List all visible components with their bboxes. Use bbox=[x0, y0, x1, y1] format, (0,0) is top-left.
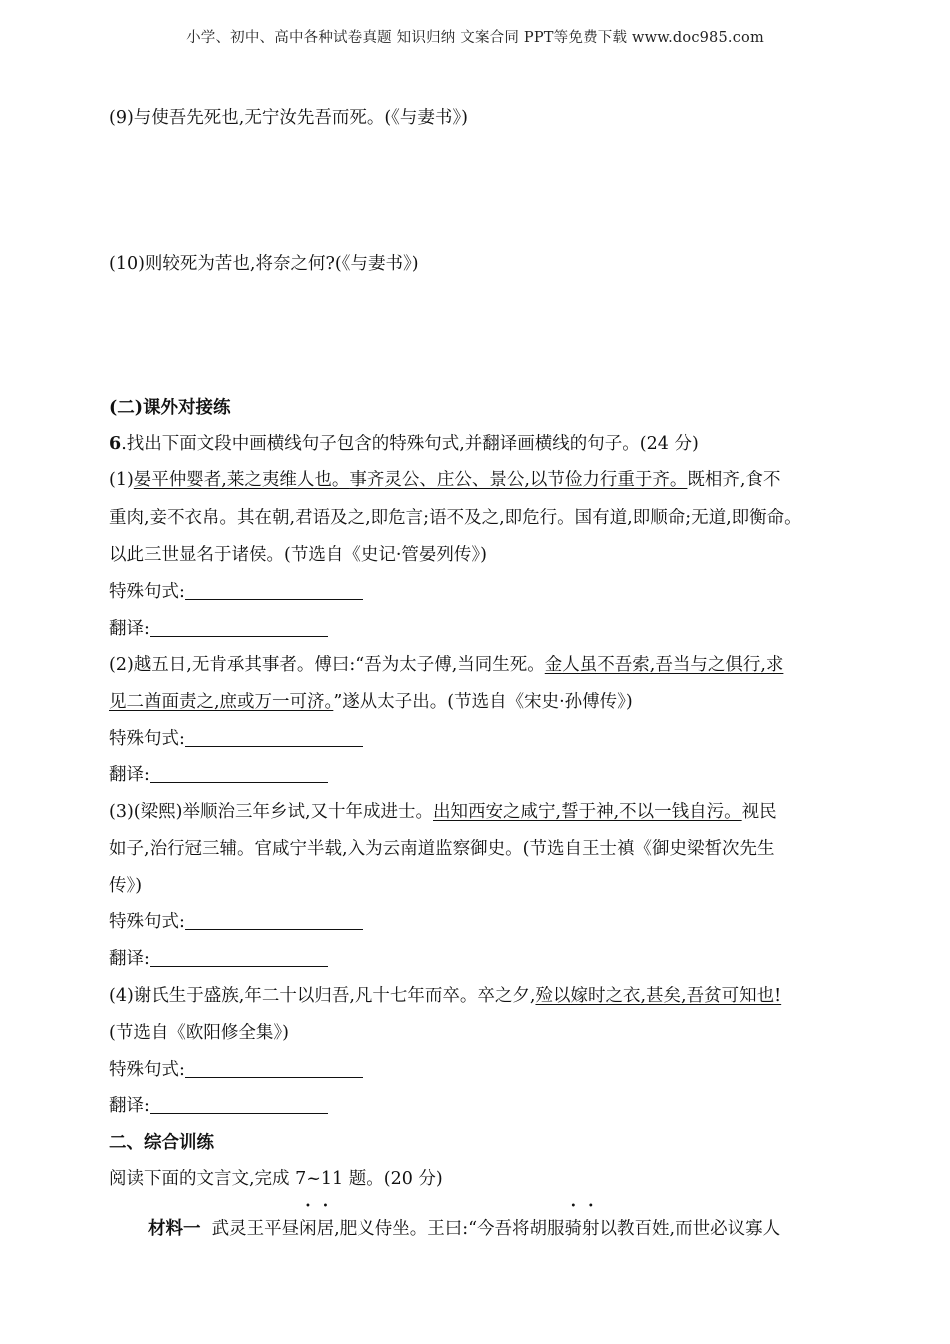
passage-2-line-2: 见二酋面责之,庶或万一可济。”遂从太子出。(节选自《宋史·孙傅传》) bbox=[109, 692, 633, 712]
answer-pattern-2: 特殊句式: bbox=[109, 727, 363, 751]
page-header: 小学、初中、高中各种试卷真题 知识归纳 文案合同 PPT等免费下载 www.doc985.com bbox=[186, 30, 764, 46]
underlined-sentence: 出知西安之咸宁,誓于神,不以一钱自污。 bbox=[433, 802, 742, 822]
answer-translate-3: 翻译: bbox=[109, 947, 328, 971]
answer-translate-1: 翻译: bbox=[109, 617, 328, 641]
emphasis-dot-char: 闲 bbox=[299, 1219, 317, 1239]
answer-pattern-4: 特殊句式: bbox=[109, 1058, 363, 1082]
section-two-heading: 二、综合训练 bbox=[109, 1133, 214, 1153]
answer-blank[interactable] bbox=[150, 948, 328, 967]
underlined-sentence: 金人虽不吾索,吾当与之俱行,求 bbox=[544, 655, 784, 675]
answer-translate-4: 翻译: bbox=[109, 1094, 328, 1118]
emphasis-dot-char: 居 bbox=[316, 1219, 335, 1239]
passage-2-line-1: (2)越五日,无肯承其事者。傅曰:“吾为太子傅,当同生死。金人虽不吾索,吾当与之俱行,求 bbox=[109, 655, 784, 675]
section-extra-heading: (二)课外对接练 bbox=[109, 398, 231, 418]
passage-4-line-2: (节选自《欧阳修全集》) bbox=[109, 1023, 289, 1043]
answer-blank[interactable] bbox=[185, 581, 363, 600]
passage-3-line-3: 传》) bbox=[109, 876, 143, 896]
question-6-stem: 6.找出下面文段中画横线句子包含的特殊句式,并翻译画横线的句子。(24 分) bbox=[109, 434, 699, 454]
answer-blank[interactable] bbox=[150, 1095, 328, 1114]
material-label: 材料一 bbox=[148, 1219, 201, 1239]
emphasis-dot-char: 射 bbox=[582, 1219, 600, 1239]
material-one-line: 材料一 武灵王平昼闲居,肥义侍坐。王曰:“今吾将胡服骑射以教百姓,而世必议寡人 bbox=[148, 1219, 781, 1239]
underlined-sentence: 晏平仲婴者,莱之夷维人也。 bbox=[133, 470, 350, 490]
answer-blank[interactable] bbox=[185, 911, 363, 930]
question-number: 6 bbox=[109, 434, 122, 454]
underlined-sentence: 殓以嫁时之衣,甚矣,吾贫可知也! bbox=[535, 986, 782, 1006]
question-10: (10)则较死为苦也,将奈之何?(《与妻书》) bbox=[109, 254, 419, 274]
answer-blank[interactable] bbox=[185, 1059, 363, 1078]
passage-4-line-1: (4)谢氏生于盛族,年二十以归吾,凡十七年而卒。卒之夕,殓以嫁时之衣,甚矣,吾贫可知也! bbox=[109, 986, 782, 1006]
passage-1-line-1: (1)晏平仲婴者,莱之夷维人也。事齐灵公、庄公、景公,以节俭力行重于齐。既相齐,食不 bbox=[109, 470, 781, 490]
passage-3-line-2: 如子,治行冠三辅。官咸宁半载,入为云南道监察御史。(节选自王士禛《御史梁皙次先生 bbox=[109, 839, 775, 859]
passage-1-line-2: 重肉,妾不衣帛。其在朝,君语及之,即危言;语不及之,即危行。国有道,即顺命;无道,即衡命。 bbox=[109, 508, 802, 528]
passage-1-line-3: 以此三世显名于诸侯。(节选自《史记·管晏列传》) bbox=[109, 545, 487, 565]
reading-instruction: 阅读下面的文言文,完成 7~11 题。(20 分) bbox=[109, 1169, 443, 1189]
passage-3-line-1: (3)(梁熙)举顺治三年乡试,又十年成进士。出知西安之咸宁,誓于神,不以一钱自污。视民 bbox=[109, 802, 777, 822]
answer-pattern-3: 特殊句式: bbox=[109, 910, 363, 934]
answer-translate-2: 翻译: bbox=[109, 763, 328, 787]
underlined-sentence: 事齐灵公、庄公、景公,以节俭力行重于齐。 bbox=[349, 470, 688, 490]
underlined-sentence: 见二酋面责之,庶或万一可济。 bbox=[109, 692, 334, 712]
answer-blank[interactable] bbox=[150, 618, 328, 637]
answer-blank[interactable] bbox=[185, 728, 363, 747]
answer-blank[interactable] bbox=[150, 764, 328, 783]
emphasis-dot-char: 骑 bbox=[564, 1219, 583, 1239]
answer-pattern-1: 特殊句式: bbox=[109, 580, 363, 604]
question-9: (9)与使吾先死也,无宁汝先吾而死。(《与妻书》) bbox=[109, 108, 469, 128]
